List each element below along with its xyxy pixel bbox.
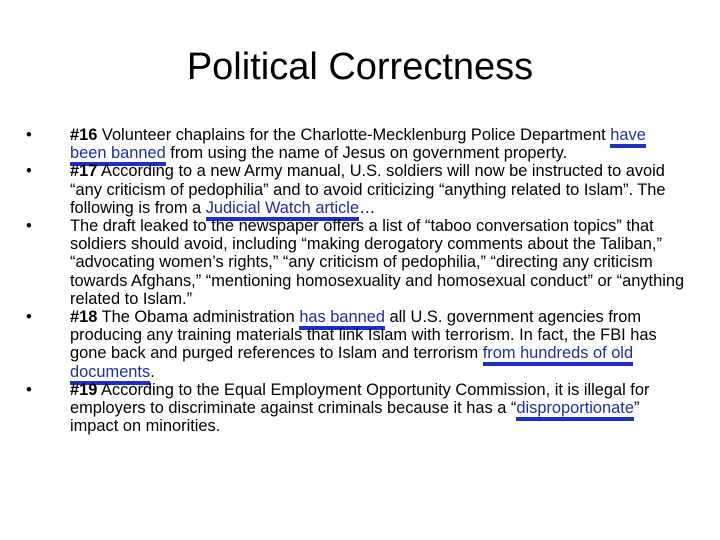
bullet-dot-icon: • <box>26 308 32 327</box>
bullet-text: from using the name of Jesus on government property. <box>165 144 568 163</box>
bullet-item-19 <box>26 381 686 436</box>
highlight-link-have-been-banned[interactable]: have been banned <box>70 126 646 166</box>
bullet-item-17 <box>26 162 686 217</box>
bullet-text: all U.S. government agencies from producing any training materials that link Islam with terrorism. In fact, the FBI has gone back and purged references to Islam and terrorism <box>70 308 657 363</box>
bullet-list <box>26 126 686 435</box>
highlight-link-judicial-watch-article[interactable]: Judicial Watch article <box>206 199 359 221</box>
bullet-dot-icon: • <box>26 162 32 181</box>
bullet-dot-icon: • <box>26 380 32 399</box>
bullet-text: According to a new Army manual, U.S. soldiers will now be instructed to avoid “any criticism of pedophilia” and to avoid criticizing “anything related to Islam”. The following is from a <box>70 162 666 217</box>
item-number: #17 <box>70 162 98 181</box>
bullet-dot-icon: • <box>26 126 32 144</box>
bullet-text: . <box>150 362 155 381</box>
bullet-item-18 <box>26 308 686 381</box>
bullet-item-draft-quote <box>26 217 686 308</box>
bullet-text: The Obama administration <box>97 308 300 327</box>
item-number: #18 <box>70 308 98 327</box>
bullet-dot-icon: • <box>26 217 32 236</box>
bullet-text: The draft leaked to the newspaper offers a list of “taboo conversation topics” that soldiers should avoid, including “making derogatory comments about the Taliban,” “advocating women’s rights,” “any criticism of pedophilia,” “directing any criticism towards Afghans,” “mentioning homosexuality and homosexual conduct” or “anything related to Islam.” <box>70 217 685 308</box>
item-number: #19 <box>70 380 98 399</box>
bullet-text: … <box>359 198 376 217</box>
slide-title: Political Correctness <box>186 46 534 88</box>
bullet-text: Volunteer chaplains for the Charlotte-Mecklenburg Police Department <box>97 126 611 144</box>
highlight-link-old-documents[interactable]: from hundreds of old documents <box>70 344 633 384</box>
bullet-item-16 <box>26 126 686 162</box>
highlight-link-disproportionate[interactable]: disproportionate <box>516 399 634 421</box>
highlight-link-has-banned[interactable]: has banned <box>299 308 385 330</box>
bullet-text: ” impact on minorities. <box>70 399 640 436</box>
item-number: #16 <box>70 126 98 144</box>
bullet-text: According to the Equal Employment Opportunity Commission, it is illegal for employers to discriminate against criminals because it has a “ <box>70 380 650 418</box>
